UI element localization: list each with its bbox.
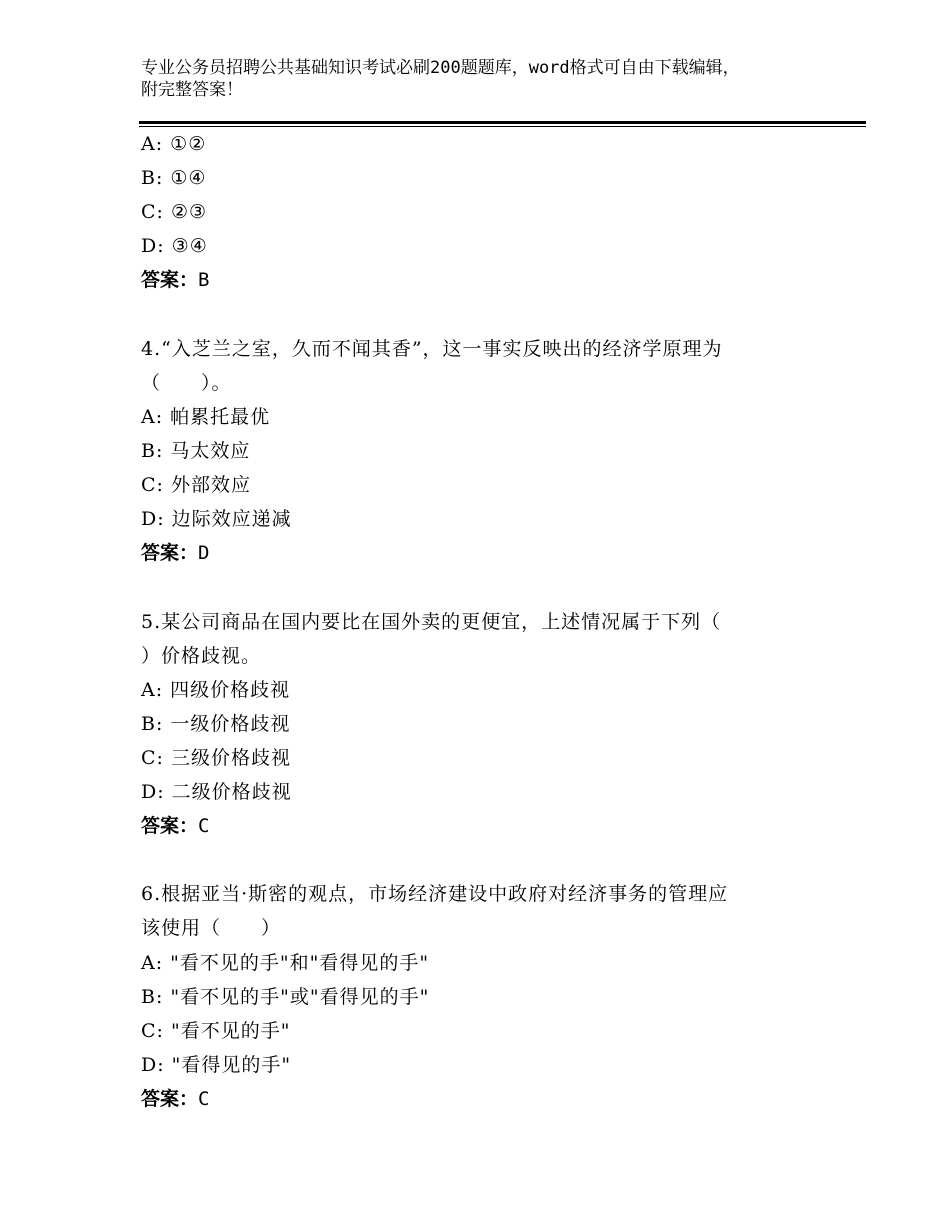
q4-option-b: B: 马太效应 [141, 440, 251, 462]
q5-option-c: C: 三级价格歧视 [141, 747, 291, 769]
q6-answer [141, 1087, 209, 1111]
q3-option-d: D: ③④ [141, 235, 208, 257]
page-header [141, 57, 841, 101]
q6-option-c: C: "看不见的手" [141, 1020, 291, 1042]
q4-option-c: C: 外部效应 [141, 474, 251, 496]
header-line-2: 附完整答案！ [141, 80, 243, 100]
answer-label: 答案： [141, 542, 199, 564]
q4-stem-line-1: 4.“入芝兰之室，久而不闻其香”，这一事实反映出的经济学原理为 [141, 338, 723, 360]
q6-stem-line-1: 6.根据亚当·斯密的观点，市场经济建设中政府对经济事务的管理应 [141, 883, 729, 905]
q6-stem-line-2: 该使用（ ） [141, 917, 282, 939]
q5-stem-line-2: ）价格歧视。 [141, 645, 262, 667]
answer-label: 答案： [141, 1088, 199, 1110]
q6-option-a: A: "看不见的手"和"看得见的手" [141, 952, 430, 974]
answer-value: B [198, 269, 210, 291]
answer-label: 答案： [141, 815, 199, 837]
q5-option-b: B: 一级价格歧视 [141, 713, 291, 735]
header-rule-thin [139, 126, 866, 127]
header-line-1: 专业公务员招聘公共基础知识考试必刷200题题库，word格式可自由下载编辑， [141, 58, 740, 78]
q5-answer [141, 814, 209, 838]
q6-option-d: D: "看得见的手" [141, 1054, 292, 1076]
answer-value: C [198, 1088, 210, 1110]
header-rule-thick [139, 121, 866, 124]
q4-option-a: A: 帕累托最优 [141, 406, 271, 428]
q6-option-b: B: "看不见的手"或"看得见的手" [141, 986, 430, 1008]
q4-option-d: D: 边际效应递减 [141, 508, 292, 530]
q5-option-a: A: 四级价格歧视 [141, 679, 291, 701]
q3-option-a: A: ①② [141, 133, 207, 155]
q5-stem-line-1: 5.某公司商品在国内要比在国外卖的更便宜，上述情况属于下列（ [141, 611, 722, 633]
q5-option-d: D: 二级价格歧视 [141, 781, 292, 803]
q3-answer [141, 268, 209, 292]
q4-stem-line-2: （ ）。 [141, 372, 232, 394]
q3-option-c: C: ②③ [141, 201, 208, 223]
answer-value: D [198, 542, 210, 564]
q3-option-b: B: ①④ [141, 167, 207, 189]
answer-value: C [198, 815, 210, 837]
answer-label: 答案： [141, 269, 199, 291]
q4-answer [141, 541, 209, 565]
